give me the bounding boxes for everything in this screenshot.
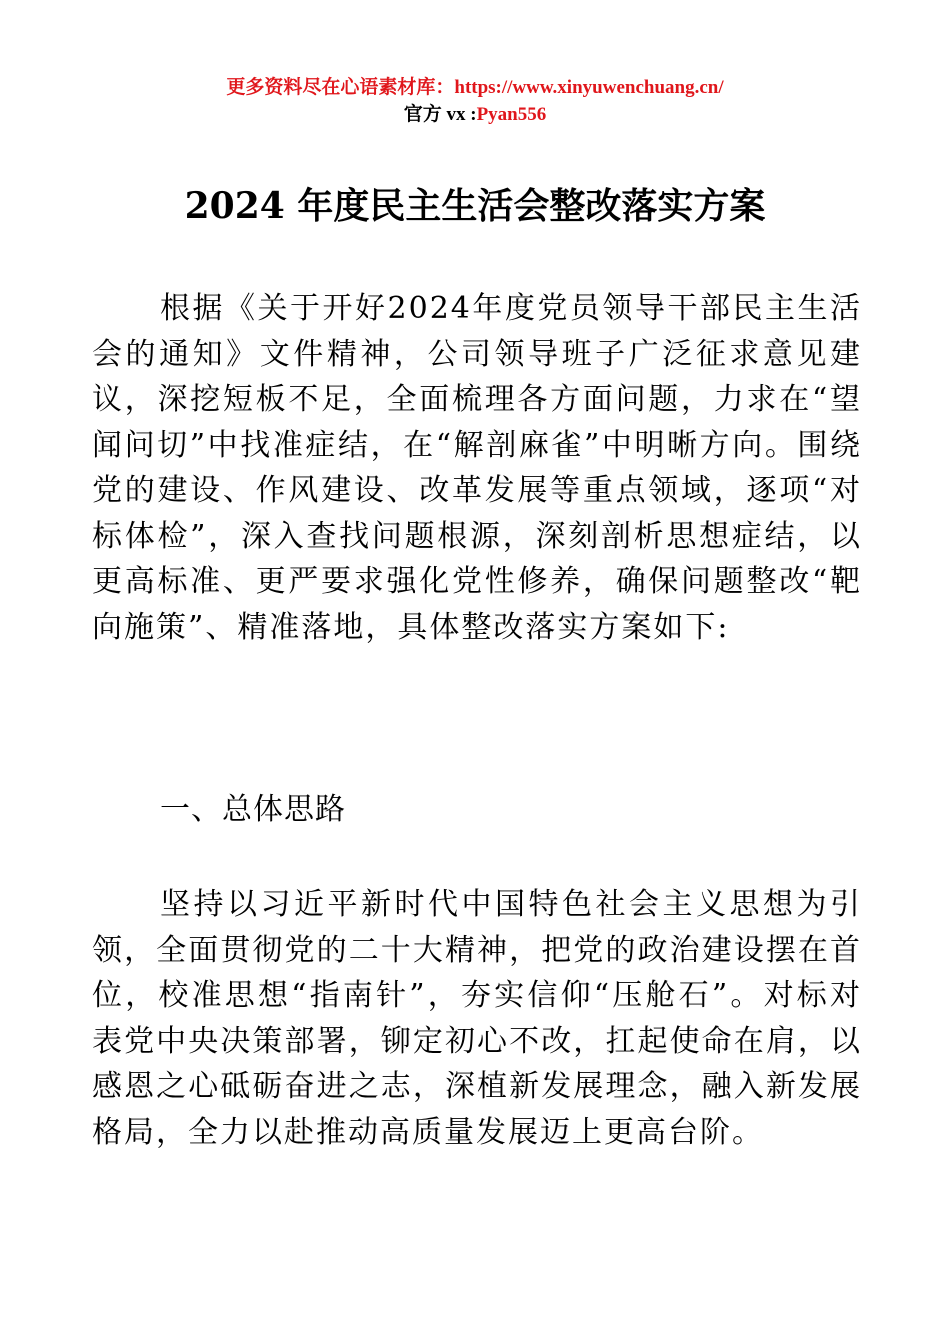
contact-label: 官方 vx : [403,104,477,125]
promo-header: 更多资料尽在心语素材库：https://www.xinyuwenchuang.cn/ [226,77,724,98]
section-heading: 一、总体思路 [160,792,346,827]
contact-value: Pyan556 [476,104,547,125]
intro-paragraph: 根据《关于开好2024年度党员领导干部民主生活会的通知》文件精神，公司领导班子广泛征求意见建议，深挖短板不足，全面梳理各方面问题，力求在“望闻问切”中找准症结，在“解剖麻雀”中明晰方向。围绕党的建设、作风建设、改革发展等重点领域，逐项“对标体检”，深入查找问题根源，深刻剖析思想症结，以更高标准、更严要求强化党性修养，确保问题整改“靶向施策”、精准落地，具体整改落实方案如下: [92,291,862,645]
section-paragraph: 坚持以习近平新时代中国特色社会主义思想为引领，全面贯彻党的二十大精神，把党的政治建设摆在首位，校准思想“指南针”，夯实信仰“压舱石”。对标对表党中央决策部署，铆定初心不改，扛起使命在肩，以感恩之心砥砺奋进之志，深植新发展理念，融入新发展格局，全力以赴推动高质量发展迈上更高台阶。 [92,887,862,1150]
contact-header [0,99,950,126]
document-title: 2024 年度民主生活会整改落实方案 [184,185,766,227]
